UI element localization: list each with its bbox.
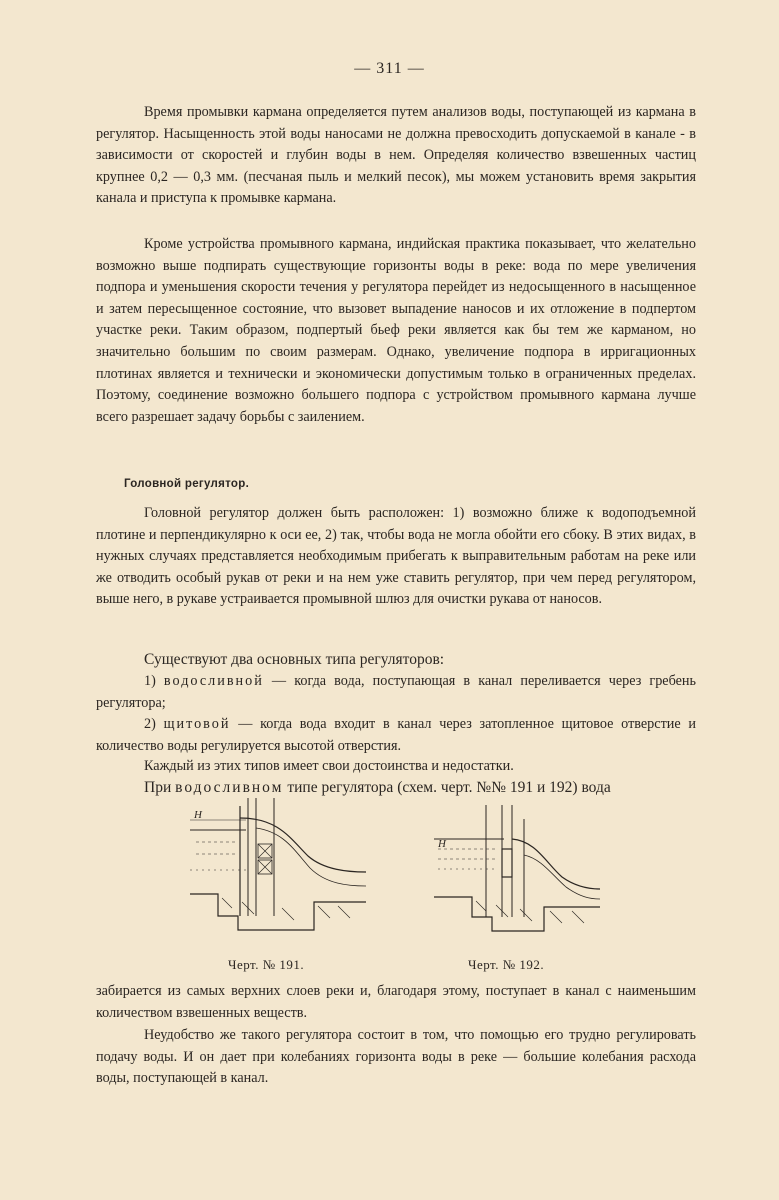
- page-number: — 311 —: [354, 60, 425, 77]
- figure-192-diagram: [432, 805, 602, 945]
- figure-192-h-label: H: [438, 838, 446, 850]
- term-gate: щитовой: [163, 716, 231, 732]
- paragraph-regulator-placement: Головной регулятор должен быть расположен: 1) возможно ближе к водоподъемной плотине и перпендикулярно к оси ее, 2) так, чтобы вода не могла обойти его сбоку. В этих видах, в нужных случаях представляется необходимым прибегать к выправительным работам на реке или же отводить особый рукав от реки и на нем уже ставить регулятор, при чем перед регулятором, выше него, в рукаве устраивается промывной шлюз для очистки рукава от наносов.: [96, 505, 696, 608]
- paragraph-flushing-time: Время промывки кармана определяется путем анализов воды, поступающей из кармана в регулятор. Насыщенность этой воды наносами не должна превосходить допускаемой в канале - в зависимости от скоростей и глубин воды в нем. Определяя количество взвешенных частиц крупнее 0,2 — 0,3 мм. (песчаная пыль и мелкий песок), мы можем установить время закрытия канала и приступа к промывке кармана.: [96, 104, 696, 207]
- figure-192-caption: Черт. № 192.: [468, 957, 545, 972]
- item-number-1: 1): [144, 673, 156, 689]
- paragraph-weir-drawback: Неудобство же такого регулятора состоит в том, что помощью его трудно регулировать подачу воды. И он дает при колебаниях горизонта воды в реке — большие колебания расхода воды, поступающей в канал.: [96, 1027, 696, 1087]
- paragraph-two-types: Существуют два основных типа регуляторов:: [144, 651, 445, 668]
- term-weir: водосливной: [163, 673, 264, 689]
- figure-191-caption: Черт. № 191.: [228, 957, 305, 972]
- paragraph-type-gate: [96, 714, 696, 757]
- type-gate-text: — когда вода входит в канал через затопленное щитовое отверстие и количество воды регулируется высотой отверстия.: [96, 716, 696, 754]
- paragraph-type-weir: [96, 671, 696, 714]
- paragraph-pros-cons: Каждый из этих типов имеет свои достоинства и недостатки.: [144, 758, 514, 774]
- figure-191-diagram: [188, 798, 368, 948]
- paragraph-weir-intake: забирается из самых верхних слоев реки и, благодаря этому, поступает в канал с наименьшим количеством взвешенных веществ.: [96, 983, 696, 1021]
- weir-intro-pre: При: [144, 779, 176, 796]
- section-heading: Головной регулятор.: [124, 478, 250, 490]
- term-weir-type: водосливном: [175, 779, 284, 796]
- weir-intro-rest: типе регулятора (схем. черт. №№ 191 и 192) вода: [283, 779, 611, 796]
- item-number-2: 2): [144, 716, 156, 732]
- type-weir-text: — когда вода, поступающая в канал переливается через гребень регулятора;: [96, 673, 696, 711]
- figure-191-h-label: H: [194, 809, 202, 821]
- paragraph-weir-type-intro: [96, 777, 696, 799]
- paragraph-indian-practice: Кроме устройства промывного кармана, индийская практика показывает, что желательно возможно выше подпирать существующие горизонты воды в реке: вода по мере увеличения подпора и уменьшения скорости течения у регулятора перейдет из недосыщенного в насыщенное и затем пересыщенное состояние, что вызовет выпадение наносов и их отложение в подпертом участке реки. Таким образом, подпертый бьеф реки является как бы тем же карманом, но значительно большим по своим размерам. Однако, увеличение подпора в ирригационных плотинах является и технически и экономически допустимым только в ограниченных пределах. Поэтому, соединение возможно большего подпора с устройством промывного кармана лучше всего разрешает задачу борьбы с заилением.: [96, 236, 696, 425]
